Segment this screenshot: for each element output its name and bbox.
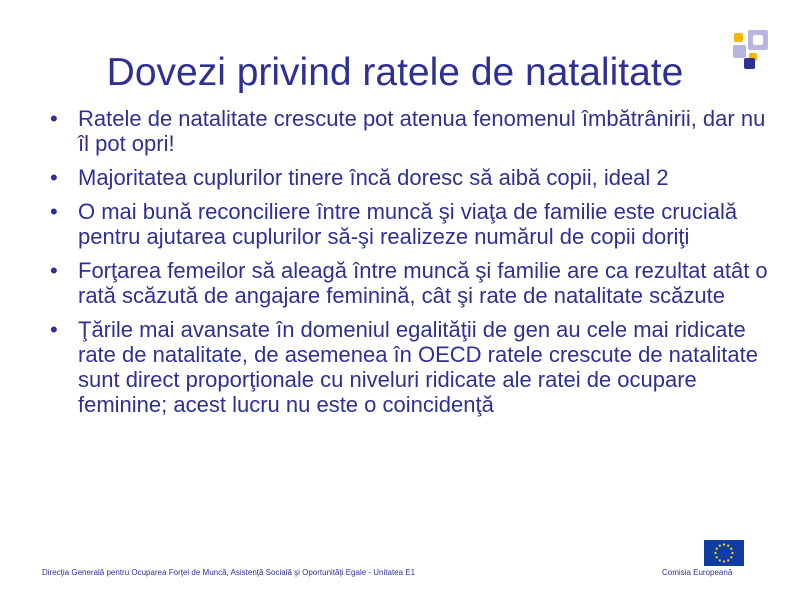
bullet-dot: • xyxy=(50,165,58,190)
bullet-item xyxy=(50,106,770,156)
bullet-dot: • xyxy=(50,258,58,283)
bullet-text: Ţările mai avansate în domeniul egalităţii de gen au cele mai ridicate rate de natalitate, de asemenea în OECD ratele crescute de natalitate sunt direct proporţionale cu niveluri ridicate ale ratei de ocupare feminine; acest lucru nu este o coincidenţă xyxy=(78,317,758,417)
bullet-item xyxy=(50,258,770,308)
bullet-item xyxy=(50,317,770,417)
bullet-text: Ratele de natalitate crescute pot atenua fenomenul îmbătrânirii, dar nu îl pot opri! xyxy=(78,106,766,156)
bullet-text: Forţarea femeilor să aleagă între muncă şi familie are ca rezultat atât o rată scăzută de angajare feminină, cât şi rate de natalitate scăzute xyxy=(78,258,768,308)
bullet-dot: • xyxy=(50,317,58,342)
slide-title: Dovezi privind ratele de natalitate xyxy=(106,51,684,94)
bullet-item xyxy=(50,165,770,190)
bullet-dot: • xyxy=(50,199,58,224)
bullet-dot: • xyxy=(50,106,58,131)
bullet-item xyxy=(50,199,770,249)
bullet-list xyxy=(50,106,770,426)
bullet-text: Majoritatea cuplurilor tinere încă doresc să aibă copii, ideal 2 xyxy=(78,165,669,190)
eu-flag-icon xyxy=(704,540,744,566)
footer-commission: Comisia Europeană xyxy=(662,568,733,577)
eu-stars-icon xyxy=(704,540,744,566)
footer-department: Direcţia Generală pentru Ocuparea Forţei de Muncă, Asistenţă Socială şi Oportunităţi Egale - Unitatea E1 xyxy=(42,568,416,577)
bullet-text: O mai bună reconciliere între muncă şi viaţa de familie este crucială pentru ajutarea cuplurilor să-şi realizeze numărul de copii doriţi xyxy=(78,199,738,249)
